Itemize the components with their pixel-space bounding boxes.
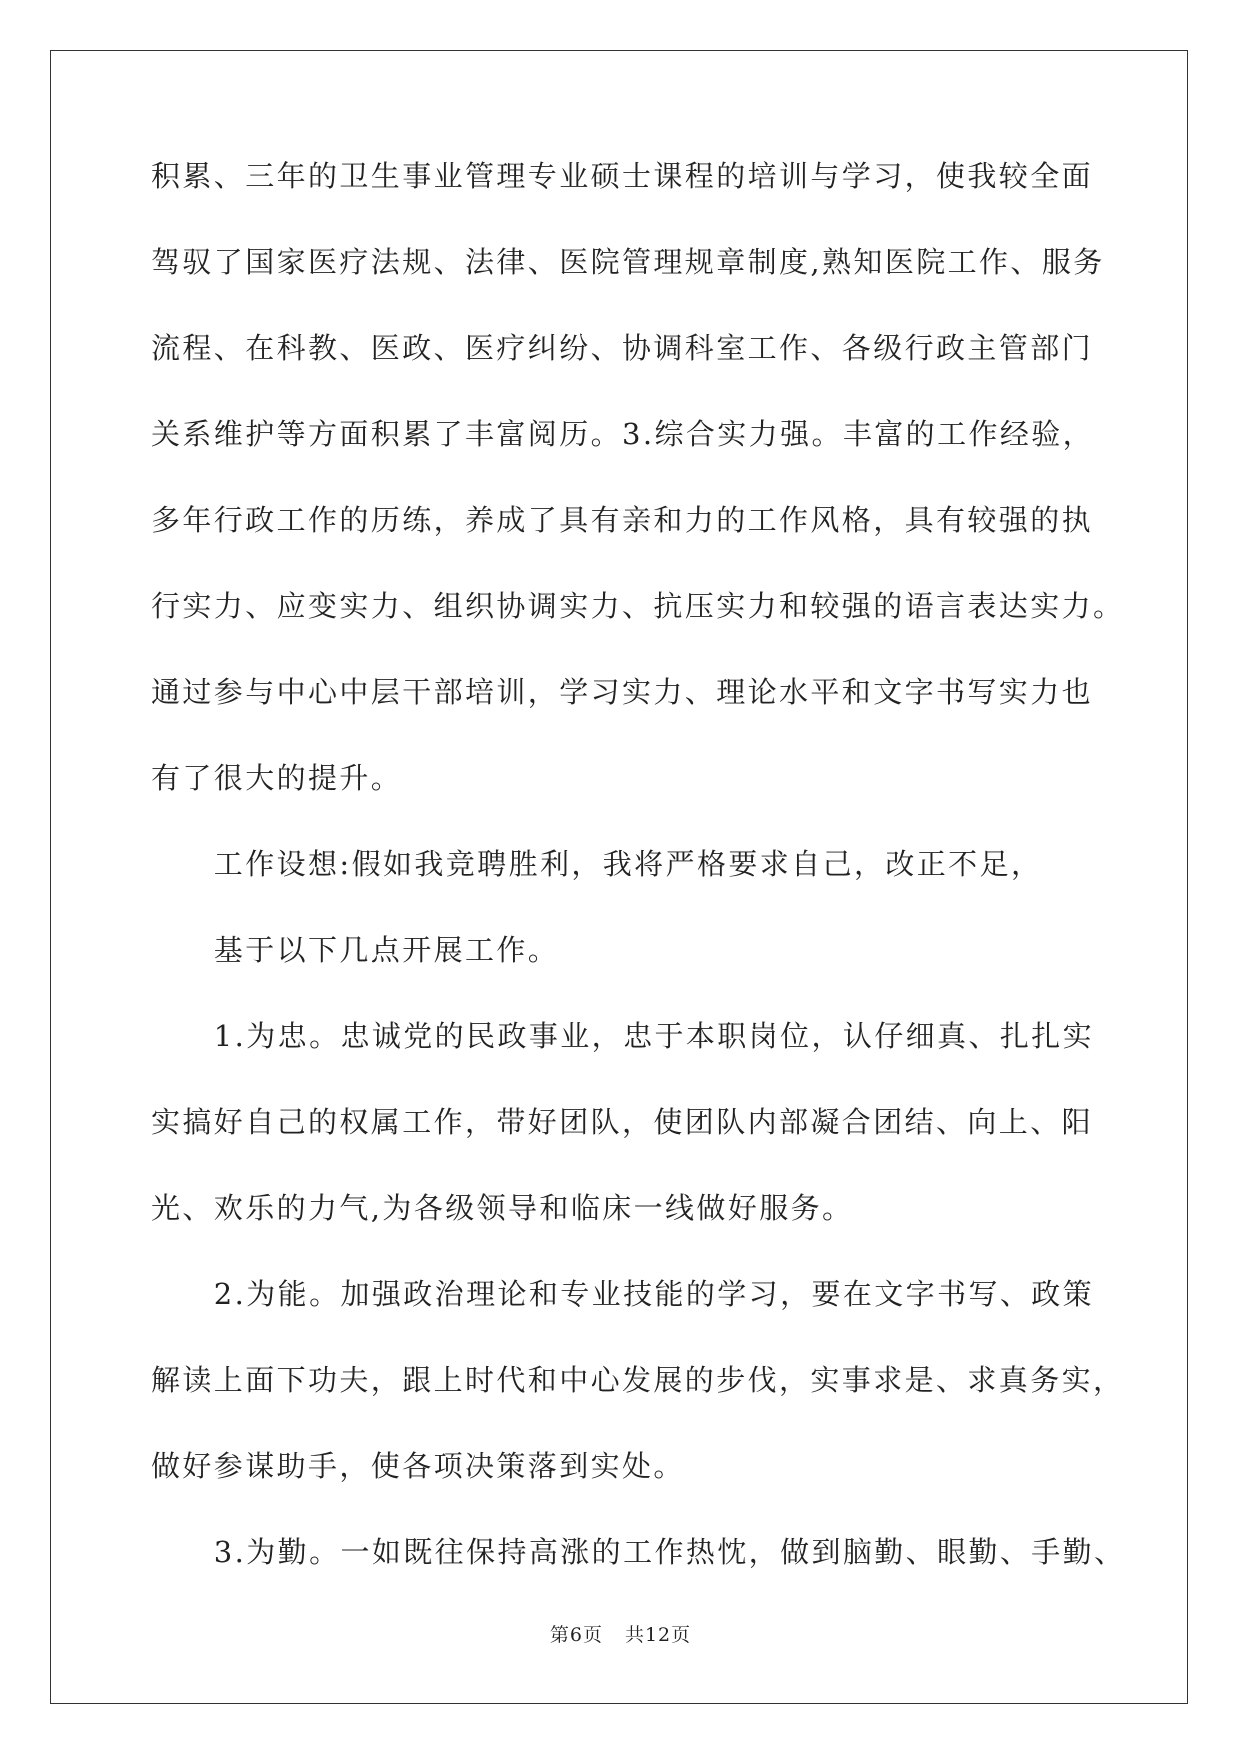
text-line: 积累、三年的卫生事业管理专业硕士课程的培训与学习，使我较全面 [151, 159, 1094, 193]
text-line: 关系维护等方面积累了丰富阅历。3.综合实力强。丰富的工作经验， [151, 417, 1095, 451]
text-line: 光、欢乐的力气,为各级领导和临床一线做好服务。 [151, 1191, 854, 1225]
text-line: 2.为能。加强政治理论和专业技能的学习，要在文字书写、政策 [151, 1277, 1095, 1311]
text-line: 有了很大的提升。 [151, 761, 403, 795]
text-line: 多年行政工作的历练，养成了具有亲和力的工作风格，具有较强的执 [151, 503, 1094, 537]
text-line: 驾驭了国家医疗法规、法律、医院管理规章制度,熟知医院工作、服务 [151, 245, 1105, 279]
text-line: 行实力、应变实力、组织协调实力、抗压实力和较强的语言表达实力。 [151, 589, 1125, 623]
text-line: 3.为勤。一如既往保持高涨的工作热忱，做到脑勤、眼勤、手勤、 [151, 1535, 1126, 1569]
text-line: 工作设想:假如我竞聘胜利，我将严格要求自己，改正不足， [151, 847, 1043, 881]
text-line: 通过参与中心中层干部培训，学习实力、理论水平和文字书写实力也 [151, 675, 1094, 709]
text-line: 做好参谋助手，使各项决策落到实处。 [151, 1449, 685, 1483]
page-footer [0, 1620, 1241, 1647]
text-line: 基于以下几点开展工作。 [151, 933, 560, 967]
page-number-total: 共12页 [624, 1624, 692, 1646]
text-line: 解读上面下功夫，跟上时代和中心发展的步伐，实事求是、求真务实， [151, 1363, 1125, 1397]
page-number-current: 第6页 [549, 1624, 603, 1646]
document-body [151, 158, 1126, 1620]
text-line: 实搞好自己的权属工作，带好团队，使团队内部凝合团结、向上、阳 [151, 1105, 1094, 1139]
text-line: 1.为忠。忠诚党的民政事业，忠于本职岗位，认仔细真、扎扎实 [151, 1019, 1095, 1053]
text-line: 流程、在科教、医政、医疗纠纷、协调科室工作、各级行政主管部门 [151, 331, 1094, 365]
